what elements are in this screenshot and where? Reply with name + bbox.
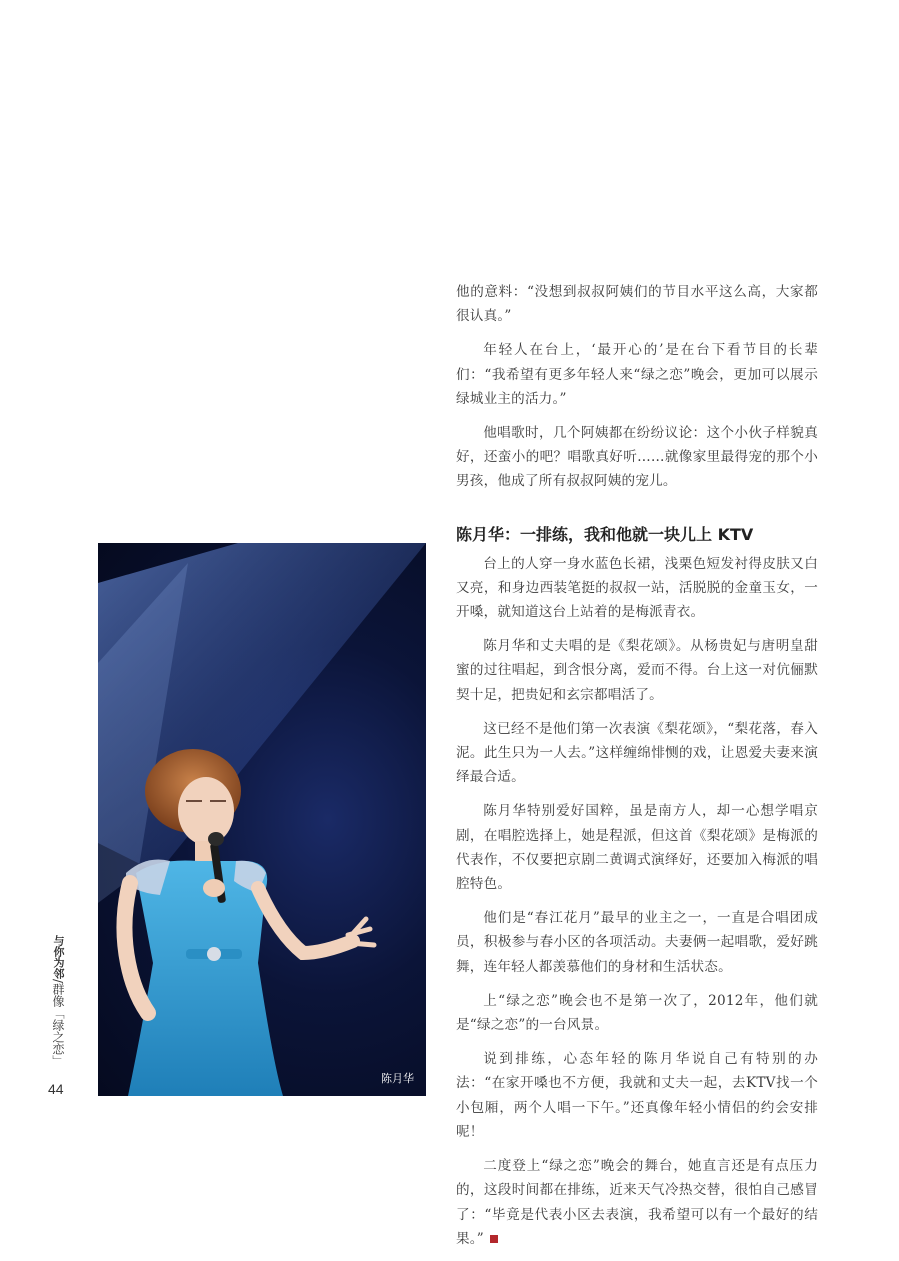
article-paragraph: 说到排练，心态年轻的陈月华说自己有特别的办法：“在家开嗓也不方便，我就和丈夫一起，去KTV找一个小包厢，两个人唱一下午。”还真像年轻小情侣的约会安排呢！: [456, 1051, 818, 1140]
performer-face: [178, 777, 234, 845]
performer-hand: [348, 919, 374, 945]
page-number: 44: [48, 1081, 64, 1097]
article-paragraph: 这已经不是他们第一次表演《梨花颂》，“梨花落，春入泥。此生只为一人去。”这样缠绵悱恻的戏，让恩爱夫妻来演绎最合适。: [456, 720, 818, 786]
performer-photo: [98, 543, 426, 1096]
article-paragraph-text: 二度登上“绿之恋”晚会的舞台，她直言还是有点压力的，这段时间都在排练，近来天气冷热交替，很怕自己感冒了：“毕竟是代表小区去表演，我希望可以有一个最好的结果。”: [456, 1158, 818, 1247]
section-sidebar-label: [50, 935, 66, 1067]
end-of-article-mark: [490, 1235, 498, 1243]
article-paragraph: 上“绿之恋”晚会也不是第一次了，2012年，他们就是“绿之恋”的一台风景。: [456, 992, 818, 1034]
article-text-column: [456, 280, 818, 1261]
performer-hand-holding-mic: [203, 879, 225, 897]
belt-brooch: [207, 947, 221, 961]
article-paragraph: 陈月华和丈夫唱的是《梨花颂》。从杨贵妃与唐明皇甜蜜的过往唱起，到含恨分离，爱而不得。台上这一对伉俪默契十足，把贵妃和玄宗都唱活了。: [456, 638, 818, 703]
article-paragraph: 陈月华特别爱好国粹，虽是南方人，却一心想学唱京剧，在唱腔选择上，她是程派，但这首《梨花颂》是梅派的代表作，不仅要把京剧二黄调式演绎好，还要加入梅派的唱腔特色。: [456, 803, 818, 893]
article-paragraph-last: [456, 1154, 818, 1251]
article-paragraph: 年轻人在台上，‘最开心的’是在台下看节目的长辈们：“我希望有更多年轻人来“绿之恋”晚会，更加可以展示绿城业主的活力。”: [456, 342, 818, 407]
stage-scene: [98, 543, 426, 1096]
article-paragraph: 他的意料：“没想到叔叔阿姨们的节目水平这么高，大家都很认真。”: [456, 284, 818, 325]
article-paragraph: 他唱歌时，几个阿姨都在纷纷议论：这个小伙子样貌真好，还蛮小的吧？唱歌真好听……就像家里最得宠的那个小男孩，他成了所有叔叔阿姨的宠儿。: [456, 425, 818, 490]
sidebar-section-title: 群像「绿之恋」: [51, 983, 65, 1068]
article-paragraph: 台上的人穿一身水蓝色长裙，浅栗色短发衬得皮肤又白又亮，和身边西装笔挺的叔叔一站，活脱脱的金童玉女，一开嗓，就知道这台上站着的是梅派青衣。: [456, 555, 818, 621]
article-paragraph: 他们是“春江花月”最早的业主之一，一直是合唱团成员，积极参与春小区的各项活动。夫妻俩一起唱歌，爱好跳舞，连年轻人都羡慕他们的身材和生活状态。: [456, 910, 818, 975]
section-heading: 陈月华：一排练，我和他就一块儿上 KTV: [456, 524, 754, 544]
performer-right-arm: [258, 888, 353, 953]
sidebar-separator: /: [51, 979, 65, 984]
photo-caption: 陈月华: [381, 1072, 414, 1085]
column-brand: 与你为邻: [52, 935, 65, 979]
microphone-head: [208, 832, 224, 846]
